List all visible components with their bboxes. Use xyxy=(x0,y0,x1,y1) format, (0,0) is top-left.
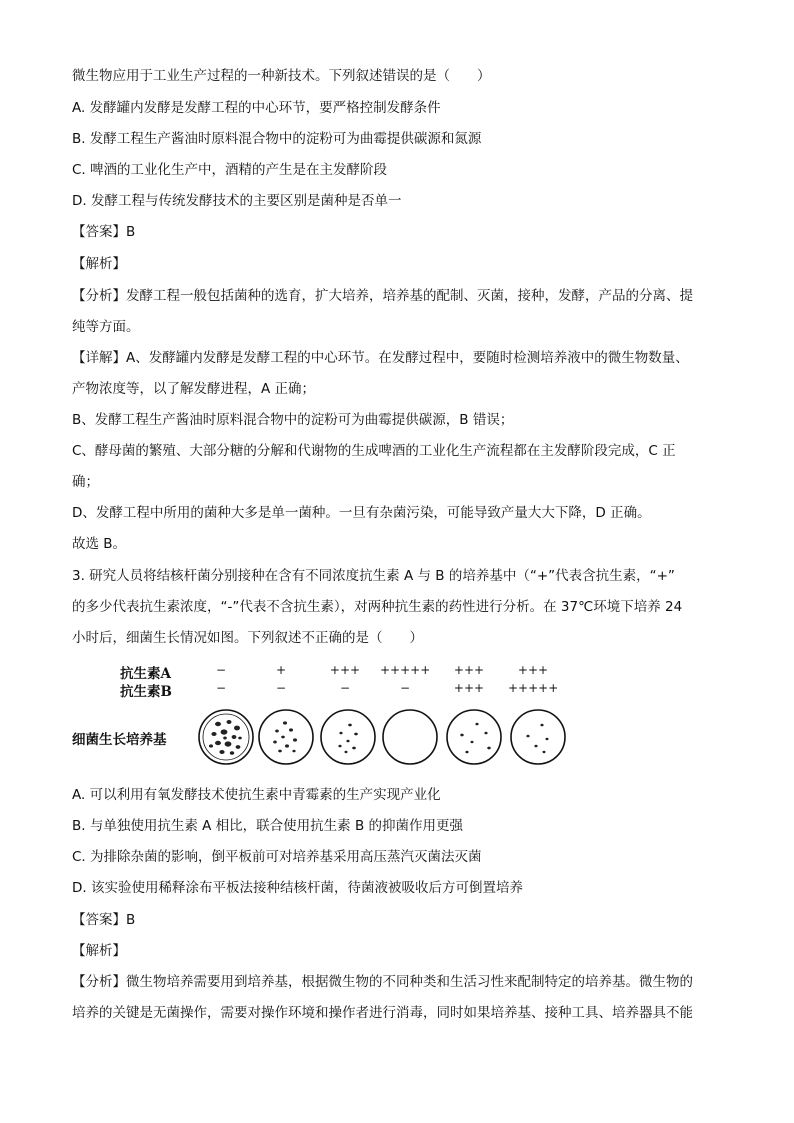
q2-analysis-line-3: 【详解】A、发酵罐内发酵是发酵工程的中心环节。在发酵过程中，要随时检测培养液中的微生物数量、 xyxy=(72,350,689,366)
culture-dish-4 xyxy=(383,710,437,764)
antibiotic-b-level: − xyxy=(399,681,411,695)
antibiotic-a-level: +++ xyxy=(453,663,485,677)
antibiotic-b-level: +++++ xyxy=(508,681,559,695)
q2-analysis-line-1: 【分析】发酵工程一般包括菌种的选育，扩大培养，培养基的配制、灭菌，接种，发酵，产品的分离、提 xyxy=(72,288,693,304)
culture-dish-3 xyxy=(321,710,375,764)
q3-option-a: A. 可以利用有氧发酵技术使抗生素中青霉素的生产实现产业化 xyxy=(72,787,441,803)
antibiotic-a-level: +++ xyxy=(517,663,549,677)
q2-option-d: D. 发酵工程与传统发酵技术的主要区别是菌种是否单一 xyxy=(72,193,402,209)
row-label-antibiotic-a: 抗生素A xyxy=(120,666,171,682)
q2-analysis-line-5: B、发酵工程生产酱油时原料混合物中的淀粉可为曲霉提供碳源，B 错误； xyxy=(72,412,514,428)
q3-option-d: D. 该实验使用稀释涂布平板法接种结核杆菌，待菌液被吸收后方可倒置培养 xyxy=(72,880,523,896)
antibiotic-figure xyxy=(72,662,592,772)
q2-option-c: C. 啤酒的工业化生产中，酒精的产生是在主发酵阶段 xyxy=(72,162,388,178)
q3-answer: 【答案】B xyxy=(72,912,136,928)
antibiotic-a-level: + xyxy=(275,663,287,677)
q3-stem-line-1: 3. 研究人员将结核杆菌分别接种在含有不同浓度抗生素 A 与 B 的培养基中（“+”代表含抗生素，“+” xyxy=(72,568,675,584)
culture-dish-5 xyxy=(447,710,501,764)
antibiotic-a-level: +++ xyxy=(329,663,361,677)
q2-analysis-line-2: 纯等方面。 xyxy=(72,319,140,335)
q3-analysis-heading: 【解析】 xyxy=(72,943,126,959)
antibiotic-b-level: +++ xyxy=(453,681,485,695)
culture-dish-1 xyxy=(199,710,253,764)
q2-analysis-heading: 【解析】 xyxy=(72,256,126,272)
culture-dish-2 xyxy=(259,710,313,764)
q3-option-b: B. 与单独使用抗生素 A 相比，联合使用抗生素 B 的抑菌作用更强 xyxy=(72,818,464,834)
q3-analysis-line-2: 培养的关键是无菌操作，需要对操作环境和操作者进行消毒，同时如果培养基、接种工具、培养器具不能 xyxy=(72,1005,693,1021)
dish-row-label: 细菌生长培养基 xyxy=(72,732,167,748)
q2-analysis-line-6: C、酵母菌的繁殖、大部分糖的分解和代谢物的生成啤酒的工业化生产流程都在主发酵阶段完成，C 正 xyxy=(72,443,676,459)
q3-stem-line-3: 小时后，细菌生长情况如图。下列叙述不正确的是（ ） xyxy=(72,630,423,646)
q3-stem-line-2: 的多少代表抗生素浓度，“-”代表不含抗生素），对两种抗生素的药性进行分析。在 37℃环境下培养 24 xyxy=(72,599,683,615)
q2-analysis-line-4: 产物浓度等，以了解发酵进程，A 正确； xyxy=(72,381,316,397)
antibiotic-b-level: − xyxy=(275,681,287,695)
antibiotic-b-level: − xyxy=(339,681,351,695)
q3-analysis-line-1: 【分析】微生物培养需要用到培养基，根据微生物的不同种类和生活习性来配制特定的培养基。微生物的 xyxy=(72,974,693,990)
culture-dishes xyxy=(72,662,592,772)
q2-analysis-line-9: 故选 B。 xyxy=(72,536,127,552)
antibiotic-b-level: − xyxy=(215,681,227,695)
q3-option-c: C. 为排除杂菌的影响，倒平板前可对培养基采用高压蒸汽灭菌法灭菌 xyxy=(72,849,482,865)
q2-option-a: A. 发酵罐内发酵是发酵工程的中心环节，要严格控制发酵条件 xyxy=(72,100,441,116)
q2-analysis-line-8: D、发酵工程中所用的菌种大多是单一菌种。一旦有杂菌污染，可能导致产量大大下降，D 正确。 xyxy=(72,505,651,521)
q2-answer: 【答案】B xyxy=(72,224,136,240)
row-label-antibiotic-b: 抗生素B xyxy=(120,684,172,700)
antibiotic-a-level: − xyxy=(215,663,227,677)
q2-analysis-line-7: 确； xyxy=(72,474,99,490)
culture-dish-6 xyxy=(511,710,565,764)
antibiotic-a-level: +++++ xyxy=(380,663,431,677)
q2-option-b: B. 发酵工程生产酱油时原料混合物中的淀粉可为曲霉提供碳源和氮源 xyxy=(72,131,482,147)
q2-stem: 微生物应用于工业生产过程的一种新技术。下列叙述错误的是（ ） xyxy=(72,68,491,84)
